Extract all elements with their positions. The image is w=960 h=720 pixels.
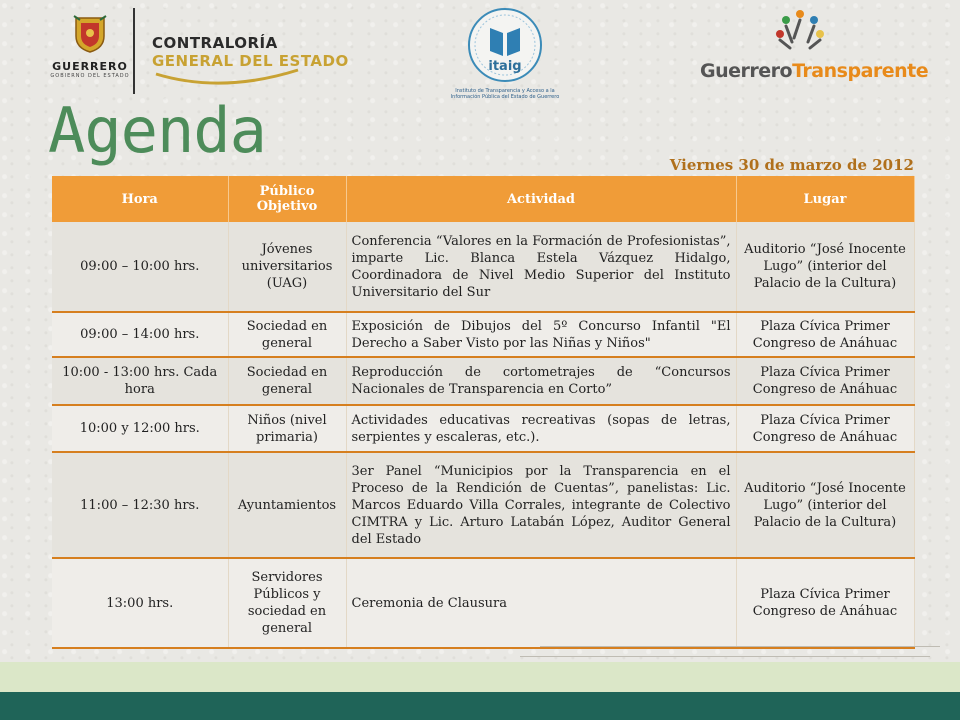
table-header-row xyxy=(52,176,914,222)
cell-hora: 10:00 - 13:00 hrs. Cada hora xyxy=(52,357,228,405)
event-date: Viernes 30 de marzo de 2012 xyxy=(669,156,914,174)
guerrero-crest-icon xyxy=(72,14,108,54)
cell-lugar: Plaza Cívica Primer Congreso de Anáhuac xyxy=(736,405,914,452)
cell-lugar: Auditorio “José Inocente Lugo” (interior del Palacio de la Cultura) xyxy=(736,452,914,558)
cell-actividad: Ceremonia de Clausura xyxy=(346,558,736,648)
table-row xyxy=(52,357,914,405)
bottom-band xyxy=(0,662,960,692)
contraloria-line2: GENERAL DEL ESTADO xyxy=(152,52,349,70)
cell-actividad: 3er Panel “Municipios por la Transparencia en el Proceso de la Rendición de Cuentas”, panelistas: Lic. Marcos Eduardo Villa Corrales, integrante de Colectivo CIMTRA y Lic. Arturo Latabán López, Auditor General del Estado xyxy=(346,452,736,558)
cell-actividad: Conferencia “Valores en la Formación de Profesionistas”, imparte Lic. Blanca Estela Vázquez Hidalgo, Coordinadora de Nivel Medio Superior del Instituto Universitario del Sur xyxy=(346,222,736,312)
cell-hora: 10:00 y 12:00 hrs. xyxy=(52,405,228,452)
table-row xyxy=(52,405,914,452)
gt-part1: Guerrero xyxy=(700,60,793,82)
itaig-emblem-icon xyxy=(466,6,544,84)
cell-hora: 09:00 – 10:00 hrs. xyxy=(52,222,228,312)
cell-hora: 11:00 – 12:30 hrs. xyxy=(52,452,228,558)
agenda-title: Agenda xyxy=(48,94,266,167)
cell-publico: Ayuntamientos xyxy=(228,452,346,558)
guerrero-name: GUERRERO xyxy=(52,60,128,73)
table-row xyxy=(52,312,914,357)
cell-actividad: Actividades educativas recreativas (sopas de letras, serpientes y escaleras, etc.). xyxy=(346,405,736,452)
people-circle-icon xyxy=(768,8,832,56)
cell-lugar: Auditorio “José Inocente Lugo” (interior del Palacio de la Cultura) xyxy=(736,222,914,312)
cell-hora: 09:00 – 14:00 hrs. xyxy=(52,312,228,357)
cell-lugar: Plaza Cívica Primer Congreso de Anáhuac xyxy=(736,357,914,405)
cell-lugar: Plaza Cívica Primer Congreso de Anáhuac xyxy=(736,312,914,357)
guerrero-transparente-logo xyxy=(700,8,929,94)
cell-actividad: Reproducción de cortometrajes de “Concursos Nacionales de Transparencia en Corto” xyxy=(346,357,736,405)
cell-publico: Sociedad en general xyxy=(228,357,346,405)
cell-actividad: Exposición de Dibujos del 5º Concurso Infantil "El Derecho a Saber Visto por las Niñas y Niños" xyxy=(346,312,736,357)
header-hora: Hora xyxy=(52,176,228,222)
guerrero-subtitle: GOBIERNO DEL ESTADO xyxy=(50,73,130,79)
table-row xyxy=(52,452,914,558)
cell-lugar: Plaza Cívica Primer Congreso de Anáhuac xyxy=(736,558,914,648)
table-row xyxy=(52,222,914,312)
guerrero-transparente-text xyxy=(700,60,929,82)
cell-publico: Jóvenes universitarios (UAG) xyxy=(228,222,346,312)
guerrero-logo xyxy=(40,14,140,84)
header-divider xyxy=(133,8,135,94)
contraloria-logo xyxy=(152,34,349,94)
gt-part2: Transparente xyxy=(792,60,929,82)
contraloria-line1: CONTRALORÍA xyxy=(152,34,278,52)
itaig-logo xyxy=(440,6,570,106)
table-row xyxy=(52,558,914,648)
header-actividad: Actividad xyxy=(346,176,736,222)
contraloria-swoosh-icon xyxy=(152,64,302,90)
cell-hora: 13:00 hrs. xyxy=(52,558,228,648)
cell-publico: Sociedad en general xyxy=(228,312,346,357)
agenda-table xyxy=(52,176,915,649)
cell-publico: Niños (nivel primaria) xyxy=(228,405,346,452)
bottom-bar xyxy=(0,692,960,720)
itaig-name: itaig xyxy=(488,59,522,74)
header-publico: Público Objetivo xyxy=(228,176,346,222)
header-lugar: Lugar xyxy=(736,176,914,222)
itaig-subtitle: Instituto de Transparencia y Acceso a la Información Pública del Estado de Guerrero xyxy=(450,88,560,100)
cell-publico: Servidores Públicos y sociedad en general xyxy=(228,558,346,648)
